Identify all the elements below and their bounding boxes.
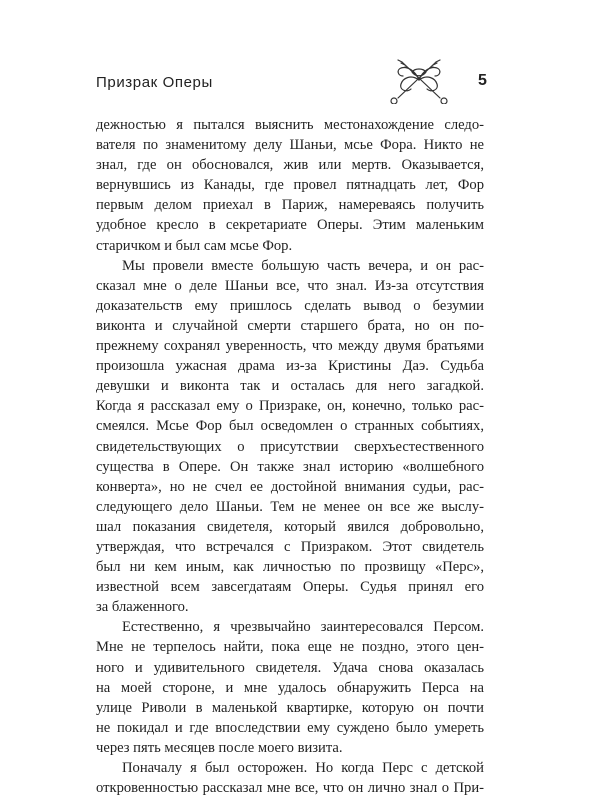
running-title: Призрак Оперы xyxy=(96,74,213,91)
paragraph xyxy=(96,758,484,798)
text-line: вернувшись из Канады, где провел пятнадцать лет, Фор xyxy=(96,177,484,194)
paragraph xyxy=(96,617,484,758)
text-line: доказательств ему пришлось сделать вывод о безумии xyxy=(96,297,484,314)
text-line: ного и удивительного свидетеля. Удача снова оказалась xyxy=(96,659,484,676)
text-line: за блаженного. xyxy=(96,599,189,616)
text-line: произошла ужасная драма из-за Кристины Даэ. Судьба xyxy=(96,358,484,375)
text-line: смеялся. Мсье Фор был осведомлен о странных событиях, xyxy=(96,418,484,435)
text-line: утверждая, что встречался с Призраком. Этот свидетель xyxy=(96,538,484,555)
page-header xyxy=(0,0,600,110)
text-line: старичком и был сам мсье Фор. xyxy=(96,237,293,254)
text-line: первым делом приехал в Париж, намереваясь получить xyxy=(96,197,484,214)
crossed-keys-ornament-icon xyxy=(384,52,454,104)
text-line: на моей стороне, и мне удалось обнаружить Перса на xyxy=(96,679,484,696)
text-line: вателя по знаменитому делу Шаньи, мсье Фора. Никто не xyxy=(96,137,484,154)
text-line: сказал мне о деле Шаньи все, что знал. Из-за отсутствия xyxy=(96,277,484,294)
text-line: Естественно, я чрезвычайно заинтересовался Персом. xyxy=(122,619,484,636)
text-line: прежнему сохранял уверенность, что между двумя братьями xyxy=(96,338,484,355)
paragraph xyxy=(96,256,484,618)
text-line: через пять месяцев после моего визита. xyxy=(96,739,343,756)
text-line: свидетельствующих о присутствии сверхъестественного xyxy=(96,438,484,455)
text-line: улице Риволи в маленькой квартирке, которую он почти xyxy=(96,699,484,716)
text-line: был ни кем иным, как личностью по прозвищу «Перс», xyxy=(96,559,484,576)
text-line: девушки и виконта так и осталась для него загадкой. xyxy=(96,378,484,395)
text-line: знал, где он обосновался, жив или мертв. Оказывается, xyxy=(96,157,484,174)
text-line: удобное кресло в секретариате Оперы. Этим маленьким xyxy=(96,217,484,234)
text-line: Поначалу я был осторожен. Но когда Перс с детской xyxy=(122,760,484,776)
text-line: виконта и случайной смерти старшего брата, но он по- xyxy=(96,317,484,334)
paragraph xyxy=(96,115,484,256)
text-line: дежностью я пытался выяснить местонахождение следо- xyxy=(96,117,484,133)
text-line: Мне не терпелось найти, пока еще не поздно, этого цен- xyxy=(96,639,484,656)
text-line: Мы провели вместе большую часть вечера, и он рас- xyxy=(122,257,484,274)
text-line: конверта», но не счел ее достойной внимания судьи, рас- xyxy=(96,478,484,495)
text-line: не покидал и где впоследствии ему суждено было умереть xyxy=(96,719,484,736)
text-line: следующего дело Шаньи. Тем не менее он все же выслу- xyxy=(96,498,484,515)
text-line: существа в Опере. Он также знал историю «волшебного xyxy=(96,458,484,475)
page-number: 5 xyxy=(478,72,487,89)
text-line: шал показания свидетеля, который явился добровольно, xyxy=(96,518,484,535)
text-line: Когда я рассказал ему о Призраке, он, конечно, только рас- xyxy=(96,398,484,415)
text-line: известной всем завсегдатаям Оперы. Судья принял его xyxy=(96,579,484,596)
body-text xyxy=(96,115,484,798)
text-line: откровенностью рассказал мне все, что он лично знал о При- xyxy=(96,780,484,797)
